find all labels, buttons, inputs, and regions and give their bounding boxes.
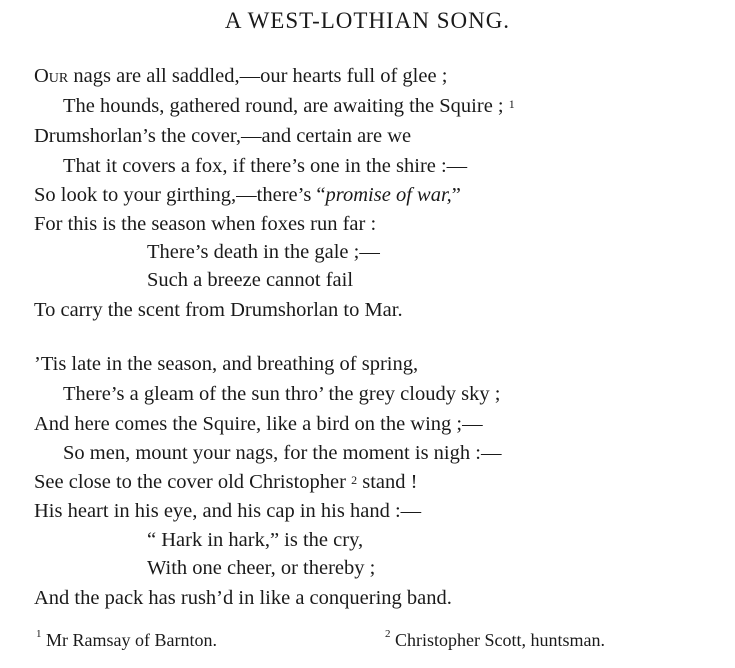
footnote-ref: 2: [351, 473, 358, 487]
verse-line: His heart in his eye, and his cap in his hand :—: [34, 500, 422, 522]
verse-line: And the pack has rush’d in like a conquering band.: [34, 587, 452, 609]
footnote-text: Mr Ramsay of Barnton.: [41, 630, 217, 650]
verse-line: That it covers a fox, if there’s one in the shire :—: [63, 155, 468, 177]
verse-line: [34, 64, 447, 88]
verse-line: [34, 470, 417, 494]
footnote-mark: 2: [385, 628, 391, 640]
verse-text: So look to your girthing,—there’s “: [34, 184, 326, 206]
footnote-mark: 1: [36, 628, 42, 640]
drop-word: Our: [34, 65, 69, 87]
verse-line: Drumshorlan’s the cover,—and certain are we: [34, 125, 412, 147]
verse-line: For this is the season when foxes run far :: [34, 213, 377, 235]
footnote-text: Christopher Scott, huntsman.: [390, 630, 605, 650]
verse-text: See close to the cover old Christopher: [34, 471, 346, 493]
verse-line: With one cheer, or thereby ;: [147, 557, 376, 579]
verse-line: Such a breeze cannot fail: [147, 269, 354, 291]
verse-text: The hounds, gathered round, are awaiting the Squire ;: [63, 95, 504, 117]
verse-line: There’s a gleam of the sun thro’ the grey cloudy sky ;: [63, 383, 501, 405]
italic-phrase: promise of war,: [325, 184, 452, 206]
verse-line: [34, 183, 461, 207]
verse-line: ’Tis late in the season, and breathing of spring,: [34, 353, 419, 375]
verse-line: [63, 94, 515, 118]
footnote-ref: 1: [508, 97, 515, 111]
verse-line: And here comes the Squire, like a bird on the wing ;—: [34, 413, 483, 435]
verse-line: To carry the scent from Drumshorlan to Mar.: [34, 299, 403, 321]
footnote-1: [36, 630, 217, 651]
verse-line: So men, mount your nags, for the moment is nigh :—: [63, 442, 502, 464]
verse-text: ”: [451, 184, 461, 206]
poem-title: A WEST-LOTHIAN SONG.: [224, 8, 511, 33]
footnote-2: [385, 630, 605, 651]
verse-line: “ Hark in hark,” is the cry,: [147, 529, 364, 551]
verse-line: There’s death in the gale ;—: [147, 241, 380, 263]
verse-text: nags are all saddled,—our hearts full of glee ;: [68, 65, 448, 87]
verse-text: stand !: [357, 471, 418, 493]
